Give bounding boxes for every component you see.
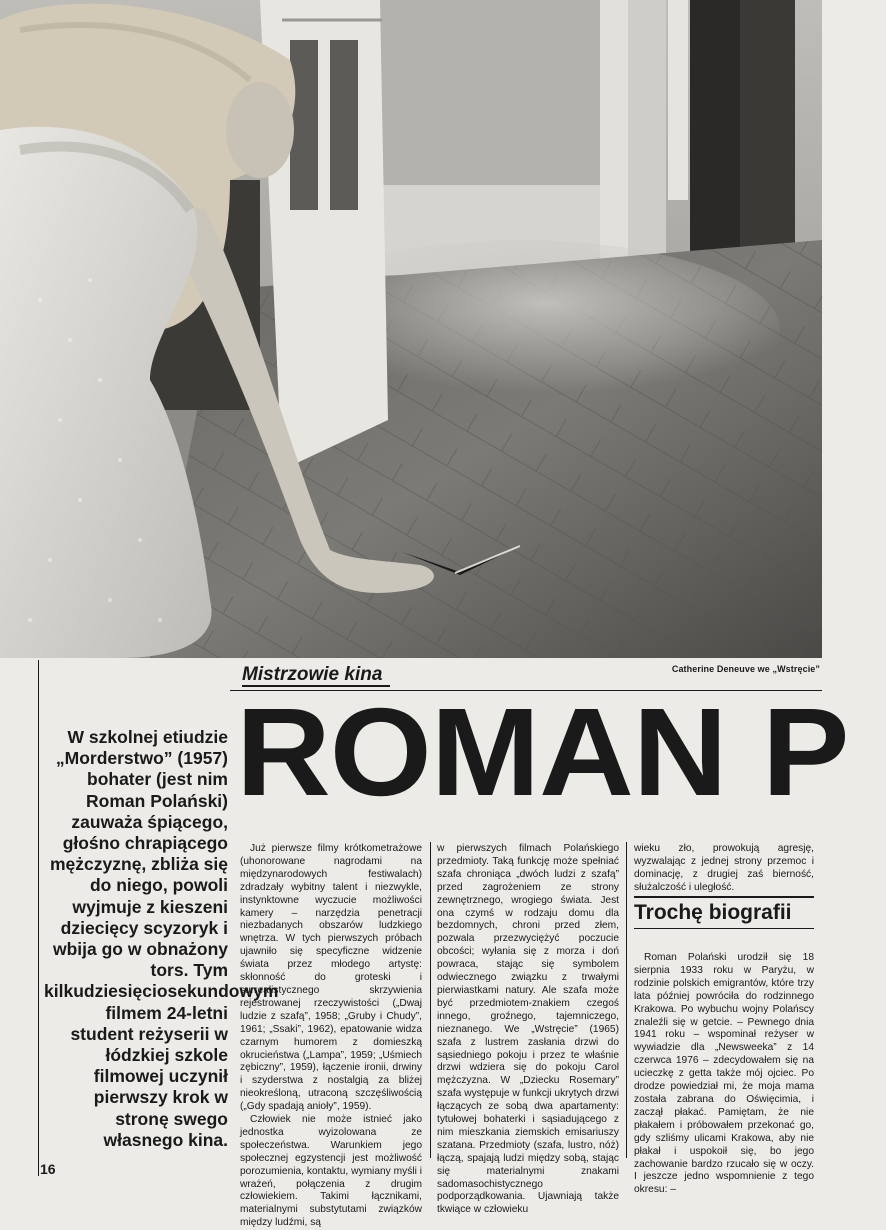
column-divider	[430, 842, 431, 1158]
paragraph: Już pierwsze filmy krótkometrażowe (uhonorowane nagrodami na międzynarodowych festiwalach) zdradzały wybitny talent i niezwykle, instynktowne wyczucie możliwości kamery – narzędzia penetracji niezbadanych obszarów ludzkiego wnętrza. W tych pierwszych próbach ujawniło się specyficzne widzenie świata przez młodego artystę: skłonność do groteski i surrealistycznego skrzywienia rejestrowanej rzeczywistości („Dwaj ludzie z szafą”, 1958; „Gruby i Chudy”, 1961; „Ssaki”, 1962), epatowanie widza czarnym humorem z domieszką okrucieństwa („Lampa”, 1959; „Uśmiech zębiczny”, 1959), łączenie ironii, drwiny i szyderstwa z nostalgią za bliżej nieokreśloną, utraconą szczęśliwością („Gdy spadają anioły”, 1959).	[240, 843, 422, 1113]
film-still-illustration	[0, 0, 822, 658]
body-column-2	[437, 843, 619, 1216]
series-label: Mistrzowie kina	[242, 665, 390, 687]
photo-caption: Catherine Deneuve we „Wstręcie”	[671, 664, 820, 674]
column-divider	[626, 842, 627, 1158]
margin-rule	[38, 660, 39, 1176]
paragraph: Roman Polański urodził się 18 sierpnia 1933 roku w Paryżu, w rodzinie polskich emigrantów, które trzy lata później powróciła do rodzinnego Krakowa. Po wybuchu wojny Polańscy znaleźli się w getcie. – Pewnego dnia 1941 roku – wspominał reżyser w wywiadzie dla „Newsweeka” z 14 czerwca 1976 – zdecydowałem się na ucieczkę z getta także mój ojciec. Po drodze powiedział mi, że moja mama została zabrana do Oświęcimia, i zaczął płakać. Pamiętam, że nie płakałem i próbowałem przekonać go, gdy szliśmy ulicami Krakowa, aby nie płakał i uspokoił się, bo jego zachowanie bardzo rzucało się w oczy. I jeszcze jedno wspomnienie z tego okresu: –	[634, 952, 814, 1196]
article-lead: W szkolnej etiudzie „Morderstwo” (1957) bohater (jest nim Roman Polański) zauważa śpiącego, głośno chrapiącego mężczyznę, zbliża się do niego, powoli wyjmuje z kieszeni dziecięcy scyzoryk i wbija go w obnażony tors. Tym kilkudziesięciosekundowym filmem 24-letni student reżyserii w łódzkiej szkole filmowej uczynił pierwszy krok w stronę swego własnego kina.	[44, 727, 279, 1150]
article-title: ROMAN P	[236, 683, 849, 822]
body-column-1	[240, 843, 422, 1229]
paragraph: Człowiek nie może istnieć jako jednostka wyizolowana ze społeczeństwa. Warunkiem jego społecznej egzystencji jest możliwość porozumienia, kontaktu, wymiany myśli i wrażeń, połączenia z drugim człowiekiem. Takimi łącznikami, materialnymi substytutami związków między ludźmi, są	[240, 1114, 422, 1229]
body-column-3	[634, 843, 814, 895]
page-number: 16	[40, 1161, 56, 1177]
film-still-photo	[0, 0, 822, 658]
paragraph: w pierwszych filmach Polańskiego przedmioty. Taką funkcję może spełniać szafa chroniąca „dwóch ludzi z szafą” przed zagrożeniem ze strony zewnętrznego, wrogiego świata. Jest ona czymś w rodzaju domu dla bezdomnych, chroni przed złem, pozwala przezwyciężyć poczucie obcości; wyłania się z morza i doń powraca, stając się symbolem odwiecznego związku z trwałymi pierwiastkami natury. Ale szafa może być przedmiotem-znakiem czegoś innego, groźnego, tajemniczego, nieznanego. We „Wstręcie” (1965) szafa z lustrem zasłania drzwi do sąsiedniego pokoju i przez te właśnie drzwi wdziera się do pokoju Carol mężczyzna. W „Dziecku Rosemary” szafa występuje w funkcji ukrytych drzwi łączących ze sobą dwa apartamenty: tytułowej bohaterki i sąsiadującego z nim mieszkania ziemskich emisariuszy szatana. Przedmioty (szafa, lustro, nóż) łączą, spajają ludzi między sobą, stając się materialnymi znakami sadomasochistycznego podporządkowania. Ujawniają także tkwiące w człowieku	[437, 843, 619, 1216]
biography-text	[634, 952, 814, 1196]
paragraph: wieku zło, prowokują agresję, wyzwalając z jednej strony przemoc i dominację, z drugiej zaś bierność, służalczość i uległość.	[634, 843, 814, 893]
biography-heading: Trochę biografii	[634, 896, 814, 929]
